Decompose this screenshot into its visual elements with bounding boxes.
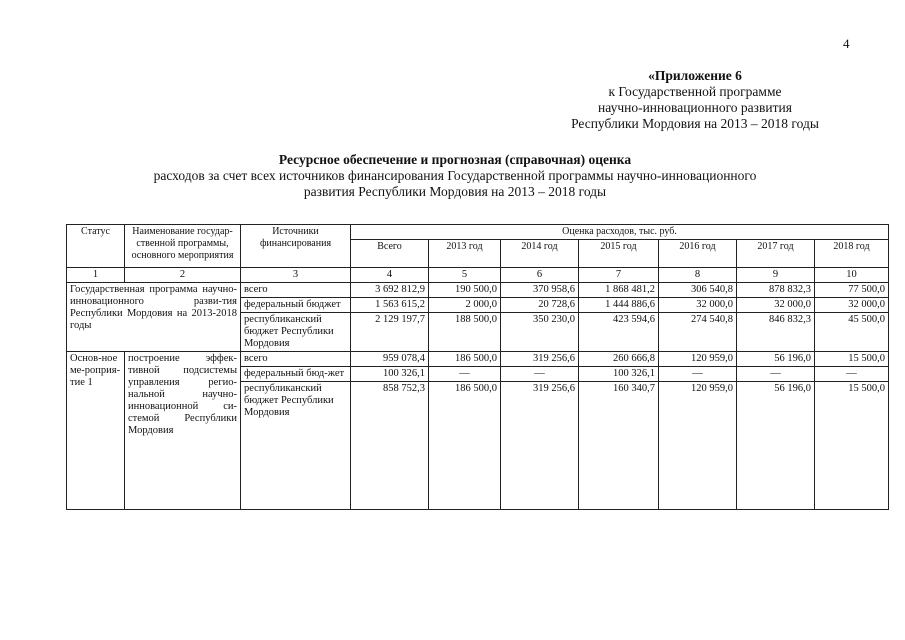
value-cell: 878 832,3 xyxy=(737,283,815,298)
header-name: Наименование государ-ственной программы, основного мероприятия xyxy=(125,225,241,268)
value-cell: 1 868 481,2 xyxy=(579,283,659,298)
col-number: 10 xyxy=(815,268,889,283)
value-cell: 319 256,6 xyxy=(501,382,579,510)
value-cell: 3 692 812,9 xyxy=(351,283,429,298)
header-sources: Источники финансирования xyxy=(241,225,351,268)
value-cell: — xyxy=(737,367,815,382)
table-row xyxy=(67,283,889,298)
value-cell: 186 500,0 xyxy=(429,382,501,510)
table-row xyxy=(67,352,889,367)
value-cell: — xyxy=(429,367,501,382)
header-2014: 2014 год xyxy=(501,240,579,268)
value-cell: 370 958,6 xyxy=(501,283,579,298)
header-status: Статус xyxy=(67,225,125,268)
header-2015: 2015 год xyxy=(579,240,659,268)
document-heading xyxy=(95,152,815,200)
value-cell: 15 500,0 xyxy=(815,382,889,510)
col-number: 7 xyxy=(579,268,659,283)
value-cell: 20 728,6 xyxy=(501,298,579,313)
header-2013: 2013 год xyxy=(429,240,501,268)
value-cell: 32 000,0 xyxy=(815,298,889,313)
header-estimate: Оценка расходов, тыс. руб. xyxy=(351,225,889,240)
appendix-line-3: Республики Мордовия на 2013 – 2018 годы xyxy=(571,116,819,131)
col-number: 4 xyxy=(351,268,429,283)
program-name: Государственная программа научно-инновационного разви-тия Республики Мордовия на 2013-2018 годы xyxy=(67,283,241,352)
source-cell: федеральный бюд-жет xyxy=(241,367,351,382)
value-cell: 190 500,0 xyxy=(429,283,501,298)
col-number: 1 xyxy=(67,268,125,283)
value-cell: 319 256,6 xyxy=(501,352,579,367)
source-cell: всего xyxy=(241,283,351,298)
appendix-line-2: научно-инновационного развития xyxy=(598,100,792,115)
value-cell: — xyxy=(815,367,889,382)
value-cell: 188 500,0 xyxy=(429,313,501,352)
header-total: Всего xyxy=(351,240,429,268)
value-cell: 100 326,1 xyxy=(351,367,429,382)
header-2016: 2016 год xyxy=(659,240,737,268)
source-cell: республиканский бюджет Республики Мордовия xyxy=(241,313,351,352)
source-cell: республиканский бюджет Республики Мордовия xyxy=(241,382,351,510)
value-cell: 32 000,0 xyxy=(737,298,815,313)
value-cell: 350 230,0 xyxy=(501,313,579,352)
heading-line-2: расходов за счет всех источников финансирования Государственной программы научно-инновационного xyxy=(153,168,757,183)
value-cell: — xyxy=(501,367,579,382)
page-number: 4 xyxy=(843,36,850,51)
column-number-row xyxy=(67,268,889,283)
source-cell: федеральный бюджет xyxy=(241,298,351,313)
value-cell: 846 832,3 xyxy=(737,313,815,352)
col-number: 5 xyxy=(429,268,501,283)
value-cell: 160 340,7 xyxy=(579,382,659,510)
value-cell: 423 594,6 xyxy=(579,313,659,352)
value-cell: 120 959,0 xyxy=(659,352,737,367)
measure-name: построение эффек-тивной подсистемы управления регио-нальной научно-инновационной си-стемой Республики Мордовия xyxy=(125,352,241,510)
appendix-block xyxy=(535,68,855,132)
header-2018: 2018 год xyxy=(815,240,889,268)
col-number: 9 xyxy=(737,268,815,283)
measure-status: Основ-ное ме-роприя-тие 1 xyxy=(67,352,125,510)
value-cell: 120 959,0 xyxy=(659,382,737,510)
value-cell: 45 500,0 xyxy=(815,313,889,352)
value-cell: 2 000,0 xyxy=(429,298,501,313)
col-number: 6 xyxy=(501,268,579,283)
col-number: 8 xyxy=(659,268,737,283)
value-cell: 77 500,0 xyxy=(815,283,889,298)
value-cell: 858 752,3 xyxy=(351,382,429,510)
appendix-line-1: к Государственной программе xyxy=(608,84,782,99)
value-cell: — xyxy=(659,367,737,382)
value-cell: 2 129 197,7 xyxy=(351,313,429,352)
appendix-title: «Приложение 6 xyxy=(648,68,742,83)
value-cell: 56 196,0 xyxy=(737,382,815,510)
header-2017: 2017 год xyxy=(737,240,815,268)
value-cell: 260 666,8 xyxy=(579,352,659,367)
value-cell: 959 078,4 xyxy=(351,352,429,367)
value-cell: 32 000,0 xyxy=(659,298,737,313)
value-cell: 306 540,8 xyxy=(659,283,737,298)
value-cell: 186 500,0 xyxy=(429,352,501,367)
value-cell: 274 540,8 xyxy=(659,313,737,352)
value-cell: 100 326,1 xyxy=(579,367,659,382)
col-number: 2 xyxy=(125,268,241,283)
heading-line-3: развития Республики Мордовия на 2013 – 2018 годы xyxy=(303,184,607,199)
resource-table xyxy=(66,224,889,510)
col-number: 3 xyxy=(241,268,351,283)
value-cell: 1 444 886,6 xyxy=(579,298,659,313)
value-cell: 56 196,0 xyxy=(737,352,815,367)
value-cell: 15 500,0 xyxy=(815,352,889,367)
value-cell: 1 563 615,2 xyxy=(351,298,429,313)
heading-title: Ресурсное обеспечение и прогнозная (справочная) оценка xyxy=(278,152,632,167)
source-cell: всего xyxy=(241,352,351,367)
